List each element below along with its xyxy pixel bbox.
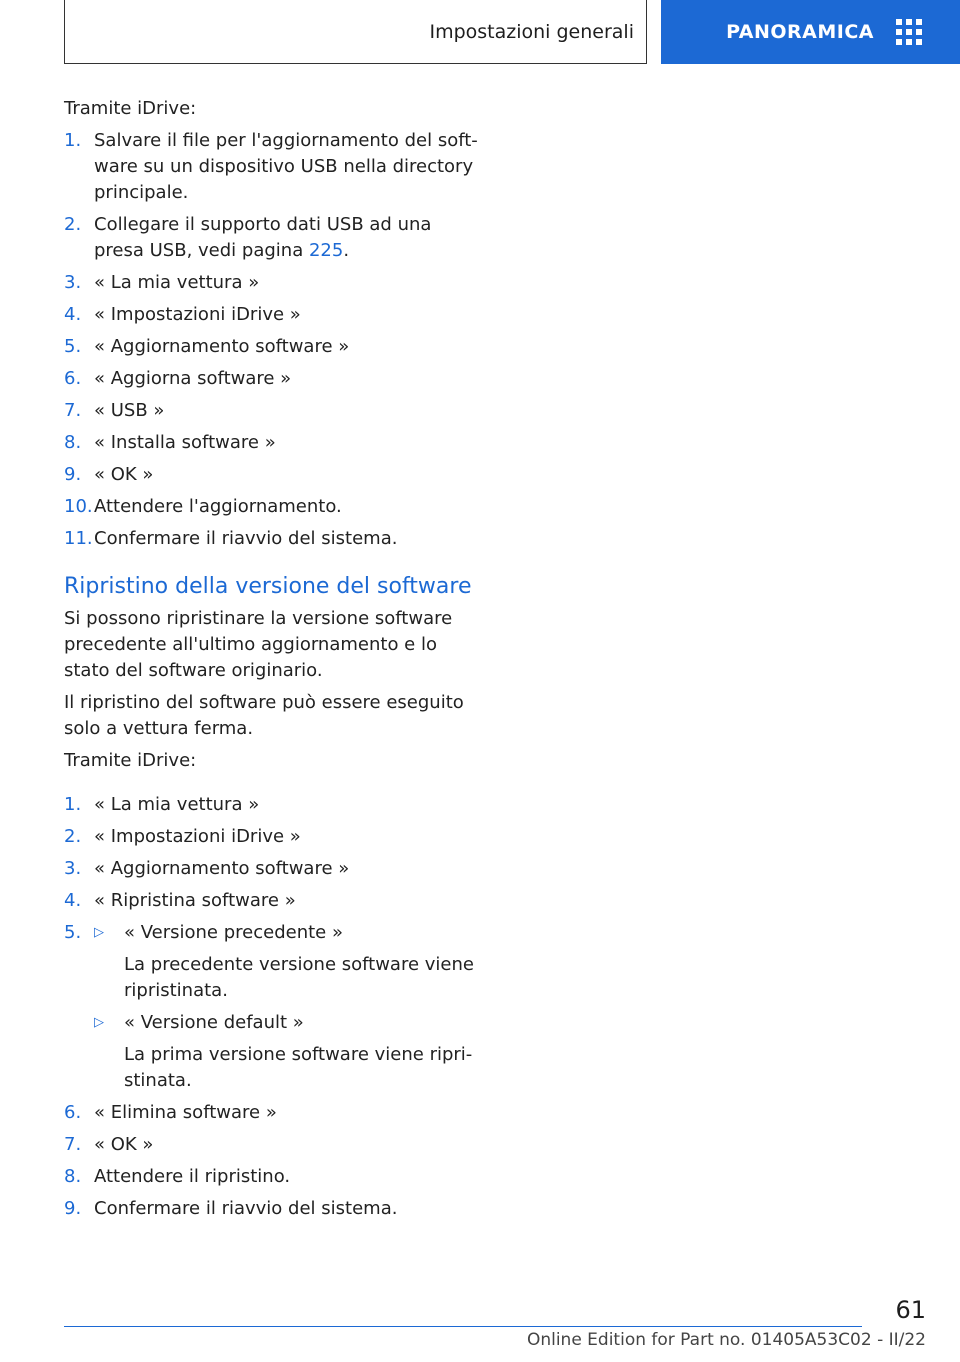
step-number: 2. — [64, 826, 82, 847]
restore-paragraph-1: Si possono ripristinare la versione software precedente all'ultimo aggiornamento e lo stato del software originario. — [64, 608, 453, 681]
grid-icon — [896, 19, 922, 45]
restore-options-list — [94, 920, 484, 1094]
step-number: 5. — [64, 336, 82, 357]
step-text: « La mia vettura » — [94, 272, 260, 293]
page-content — [64, 96, 484, 1228]
page-link[interactable]: 225 — [308, 240, 344, 261]
list-item — [64, 494, 484, 520]
step-number: 10. — [64, 496, 93, 517]
option-item — [94, 1010, 484, 1094]
step-number: 9. — [64, 1198, 82, 1219]
list-item — [64, 792, 484, 818]
list-item — [64, 856, 484, 882]
step-number: 3. — [64, 858, 82, 879]
step-number: 5. — [64, 922, 82, 943]
list-item — [64, 526, 484, 552]
step-number: 4. — [64, 890, 82, 911]
step-number: 1. — [64, 130, 82, 151]
step-number: 9. — [64, 464, 82, 485]
step-number: 2. — [64, 214, 82, 235]
restore-paragraph-2: Il ripristino del software può essere eseguito solo a vettura ferma. — [64, 692, 464, 739]
header-section-box — [64, 0, 647, 64]
list-item — [64, 1132, 484, 1158]
step-text-end: . — [343, 240, 350, 261]
step-number: 1. — [64, 794, 82, 815]
step-text: « Ripristina software » — [94, 890, 296, 911]
list-item — [64, 920, 484, 1094]
option-description: La precedente versione software viene ripristinata. — [124, 954, 474, 1001]
overview-nav-button[interactable] — [661, 0, 960, 64]
step-number: 7. — [64, 400, 82, 421]
step-text: Confermare il riavvio del sistema. — [94, 1198, 398, 1219]
restore-heading: Ripristino della versione del software — [64, 574, 472, 599]
triangle-bullet-icon: ▷ — [94, 925, 104, 940]
list-item — [64, 334, 484, 360]
step-text: Salvare il file per l'aggiornamento del soft-ware su un dispositivo USB nella directory principale. — [94, 130, 478, 203]
step-text: « Impostazioni iDrive » — [94, 826, 301, 847]
option-label: « Versione precedente » — [124, 922, 343, 943]
footer-divider — [64, 1326, 862, 1327]
step-number: 4. — [64, 304, 82, 325]
step-text: « La mia vettura » — [94, 794, 260, 815]
list-item — [64, 366, 484, 392]
update-steps-list — [64, 128, 484, 552]
step-text: « OK » — [94, 1134, 154, 1155]
step-text: « Aggiornamento software » — [94, 858, 350, 879]
update-intro: Tramite iDrive: — [64, 98, 197, 119]
list-item — [64, 302, 484, 328]
step-text: « Installa software » — [94, 432, 276, 453]
step-text: « Elimina software » — [94, 1102, 277, 1123]
step-text: « Aggiornamento software » — [94, 336, 350, 357]
list-item — [64, 128, 484, 206]
list-item — [64, 212, 484, 264]
step-number: 6. — [64, 368, 82, 389]
triangle-bullet-icon: ▷ — [94, 1015, 104, 1030]
restore-steps-list — [64, 792, 484, 1222]
list-item — [64, 398, 484, 424]
step-text: « Impostazioni iDrive » — [94, 304, 301, 325]
restore-intro: Tramite iDrive: — [64, 750, 197, 771]
footer-edition-text: Online Edition for Part no. 01405A53C02 - II/22 — [526, 1330, 926, 1350]
step-number: 3. — [64, 272, 82, 293]
list-item — [64, 888, 484, 914]
list-item — [64, 1164, 484, 1190]
option-item — [94, 920, 484, 1004]
step-text: « Aggiorna software » — [94, 368, 292, 389]
list-item — [64, 462, 484, 488]
step-text: « USB » — [94, 400, 165, 421]
step-text: Collegare il supporto dati USB ad una presa USB, vedi pagina — [94, 214, 432, 261]
list-item — [64, 270, 484, 296]
list-item — [64, 430, 484, 456]
list-item — [64, 1100, 484, 1126]
step-text: « OK » — [94, 464, 154, 485]
page-number: 61 — [895, 1296, 926, 1324]
header-section-title: Impostazioni generali — [429, 20, 634, 43]
list-item — [64, 824, 484, 850]
step-number: 8. — [64, 1166, 82, 1187]
step-text: Confermare il riavvio del sistema. — [94, 528, 398, 549]
overview-nav-label: PANORAMICA — [726, 21, 874, 43]
step-number: 8. — [64, 432, 82, 453]
step-number: 7. — [64, 1134, 82, 1155]
list-item — [64, 1196, 484, 1222]
option-description: La prima versione software viene ripri-stinata. — [124, 1044, 473, 1091]
step-number: 6. — [64, 1102, 82, 1123]
step-text: Attendere il ripristino. — [94, 1166, 291, 1187]
option-label: « Versione default » — [124, 1012, 304, 1033]
step-number: 11. — [64, 528, 93, 549]
step-text: Attendere l'aggiornamento. — [94, 496, 342, 517]
